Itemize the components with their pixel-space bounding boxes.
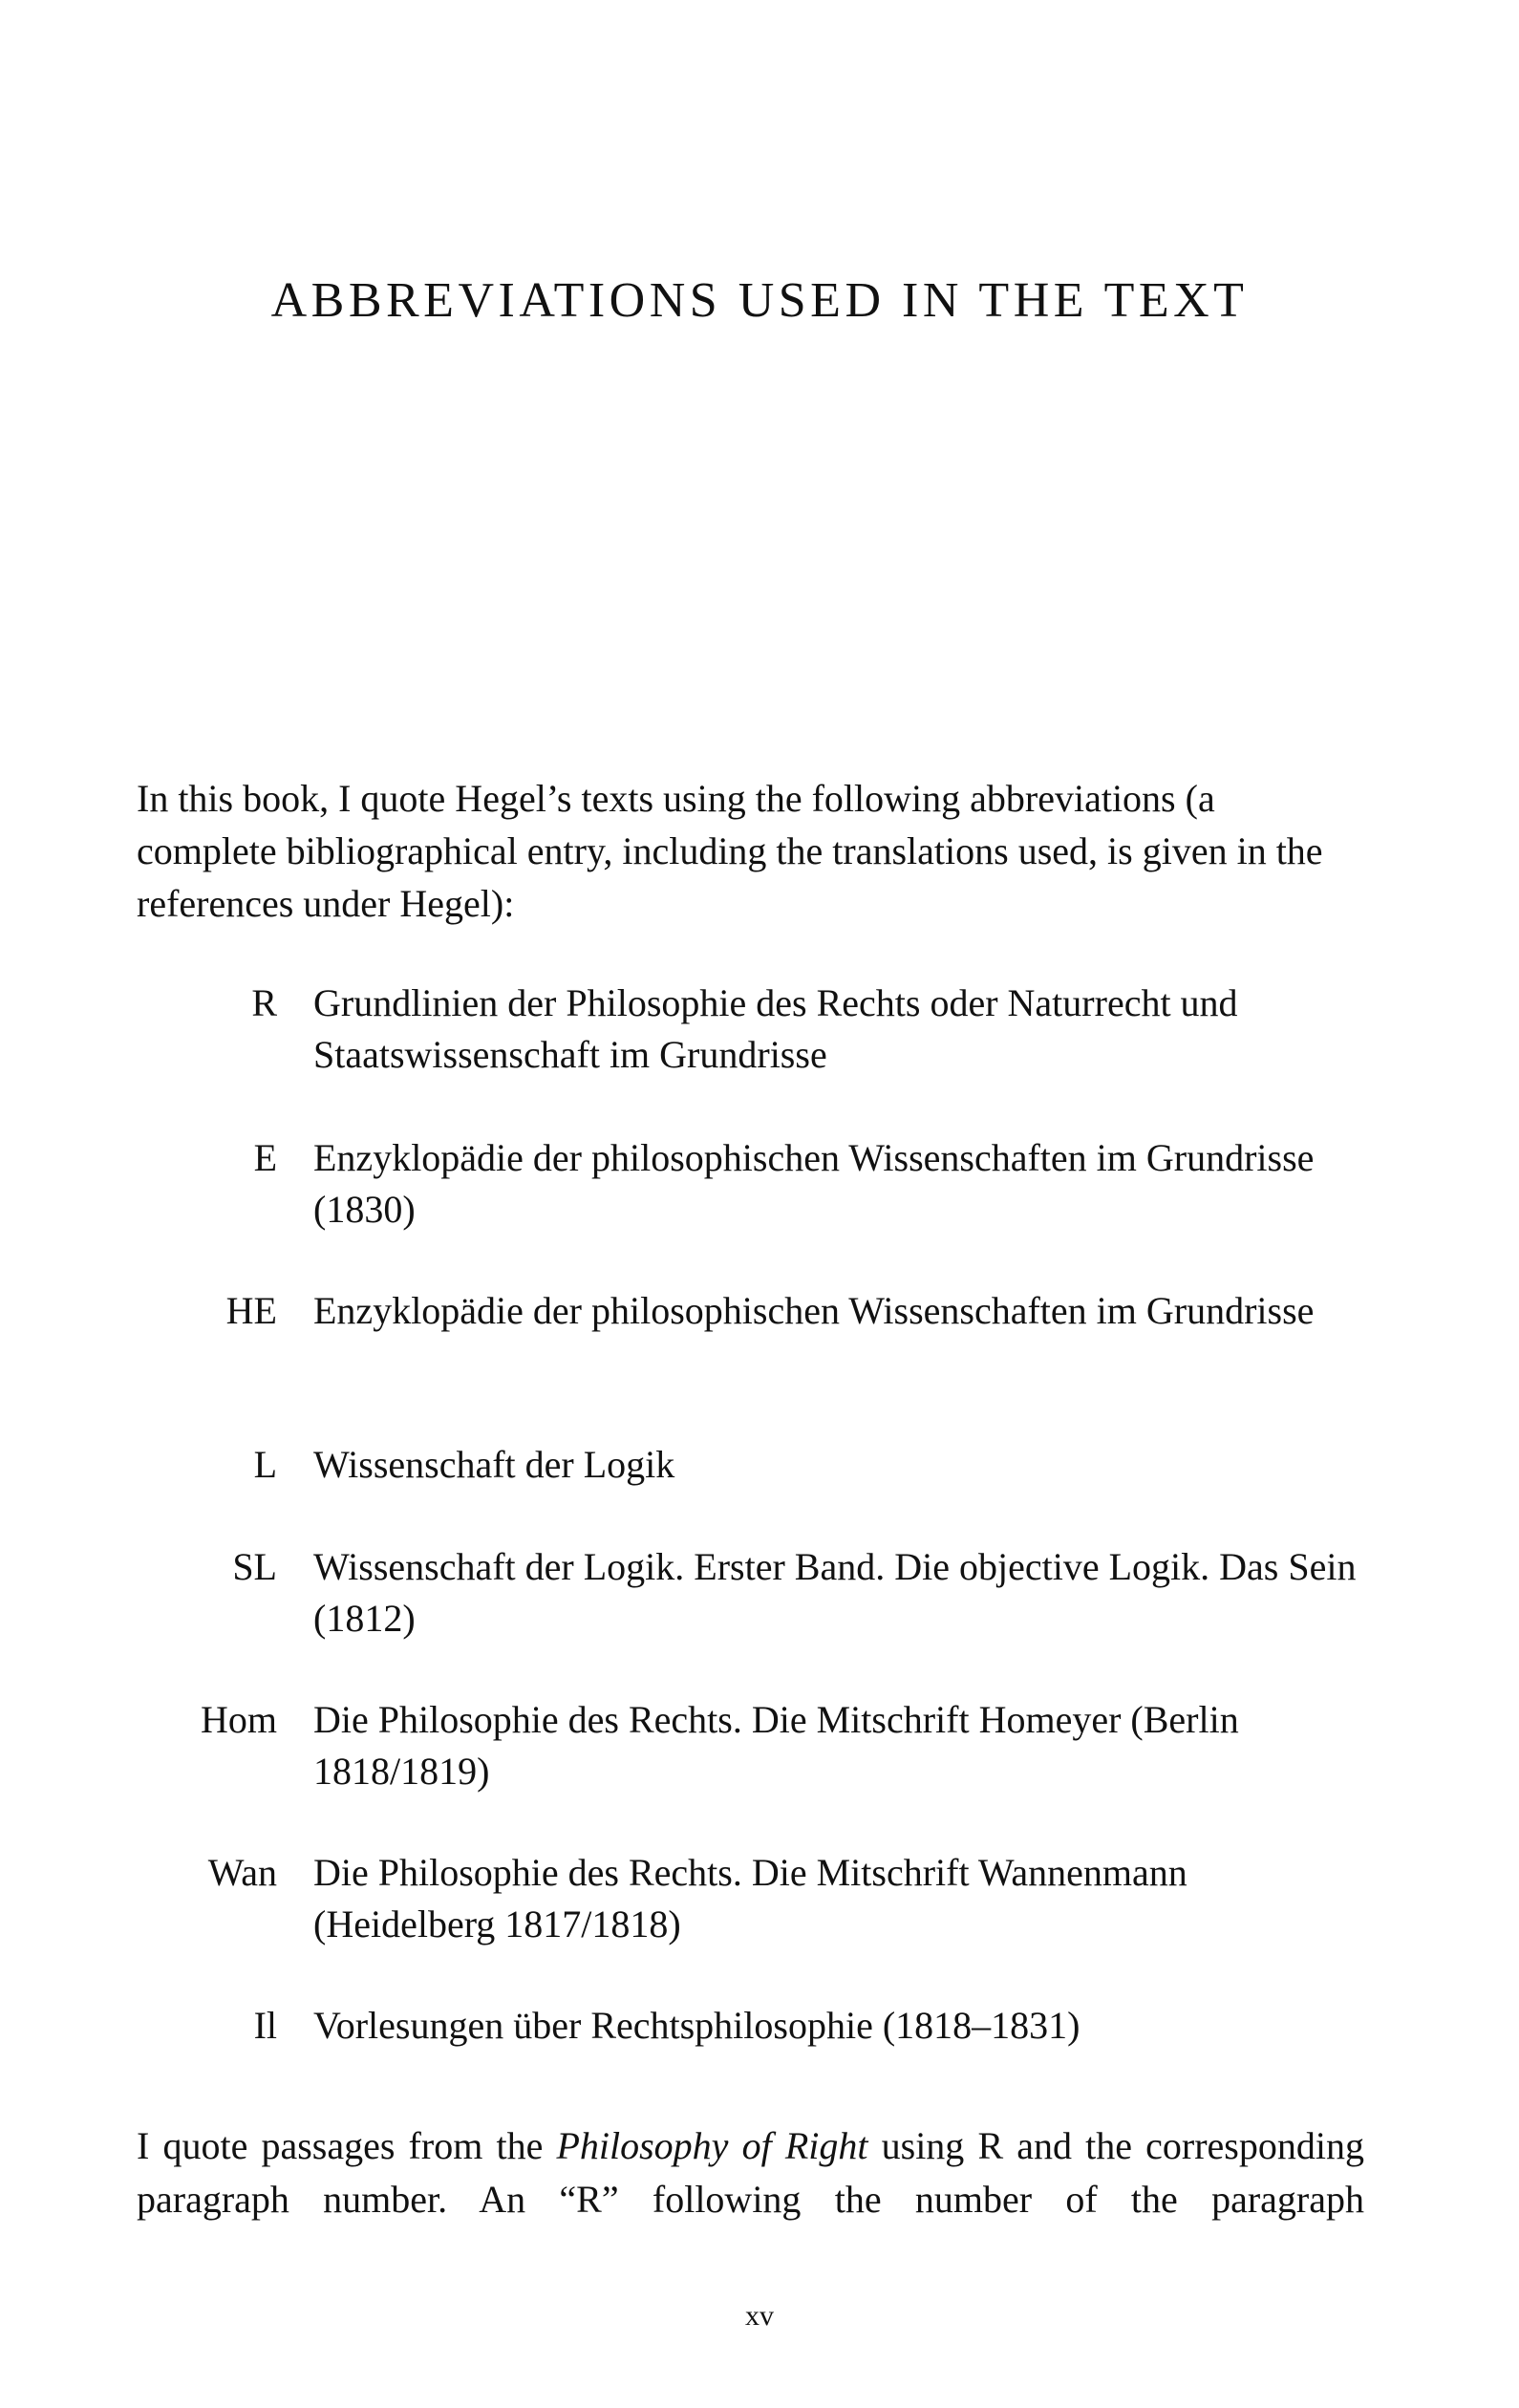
abbreviation-key: L xyxy=(253,1443,277,1486)
abbreviation-key: HE xyxy=(225,1289,277,1332)
closing-text-end: using R and the corresponding paragraph number. An “R” following the number of the paragraph xyxy=(137,2124,1364,2221)
abbreviation-title: Enzyklopädie der philosophischen Wissenschaften im Grundrisse (1830) xyxy=(313,1136,1315,1231)
abbreviation-key: R xyxy=(251,981,277,1024)
book-title-italic: Philosophy of Right xyxy=(556,2124,868,2167)
abbreviation-title: Die Philosophie des Rechts. Die Mitschrift Wannenmann (Heidelberg 1817/1818) xyxy=(313,1851,1187,1946)
abbreviation-title: Wissenschaft der Logik xyxy=(313,1443,675,1486)
abbreviation-title: Die Philosophie des Rechts. Die Mitschrift Homeyer (Berlin 1818/1819) xyxy=(313,1698,1239,1793)
page-title: ABBREVIATIONS USED IN THE TEXT xyxy=(270,273,1249,328)
closing-text-start: I quote passages from the xyxy=(137,2124,557,2167)
abbreviation-key: Il xyxy=(253,2004,277,2047)
abbreviation-key: Hom xyxy=(201,1698,277,1741)
closing-paragraph xyxy=(137,2119,1364,2226)
abbreviation-key: SL xyxy=(232,1545,277,1588)
page-number: xv xyxy=(745,2300,774,2332)
abbreviation-title: Vorlesungen über Rechtsphilosophie (1818–1831) xyxy=(313,2004,1080,2047)
abbreviation-title: Wissenschaft der Logik. Erster Band. Die objective Logik. Das Sein (1812) xyxy=(313,1545,1357,1640)
abbreviation-title: Grundlinien der Philosophie des Rechts oder Naturrecht und Staatswissenschaft im Grundrisse xyxy=(313,981,1238,1076)
intro-paragraph: In this book, I quote Hegel’s texts using the following abbreviations (a complete bibliographical entry, including the translations used, is given in the references under Hegel): xyxy=(137,777,1323,925)
abbreviation-key: E xyxy=(253,1136,277,1179)
abbreviation-key: Wan xyxy=(207,1851,277,1894)
abbreviation-title: Enzyklopädie der philosophischen Wissenschaften im Grundrisse xyxy=(313,1289,1315,1332)
